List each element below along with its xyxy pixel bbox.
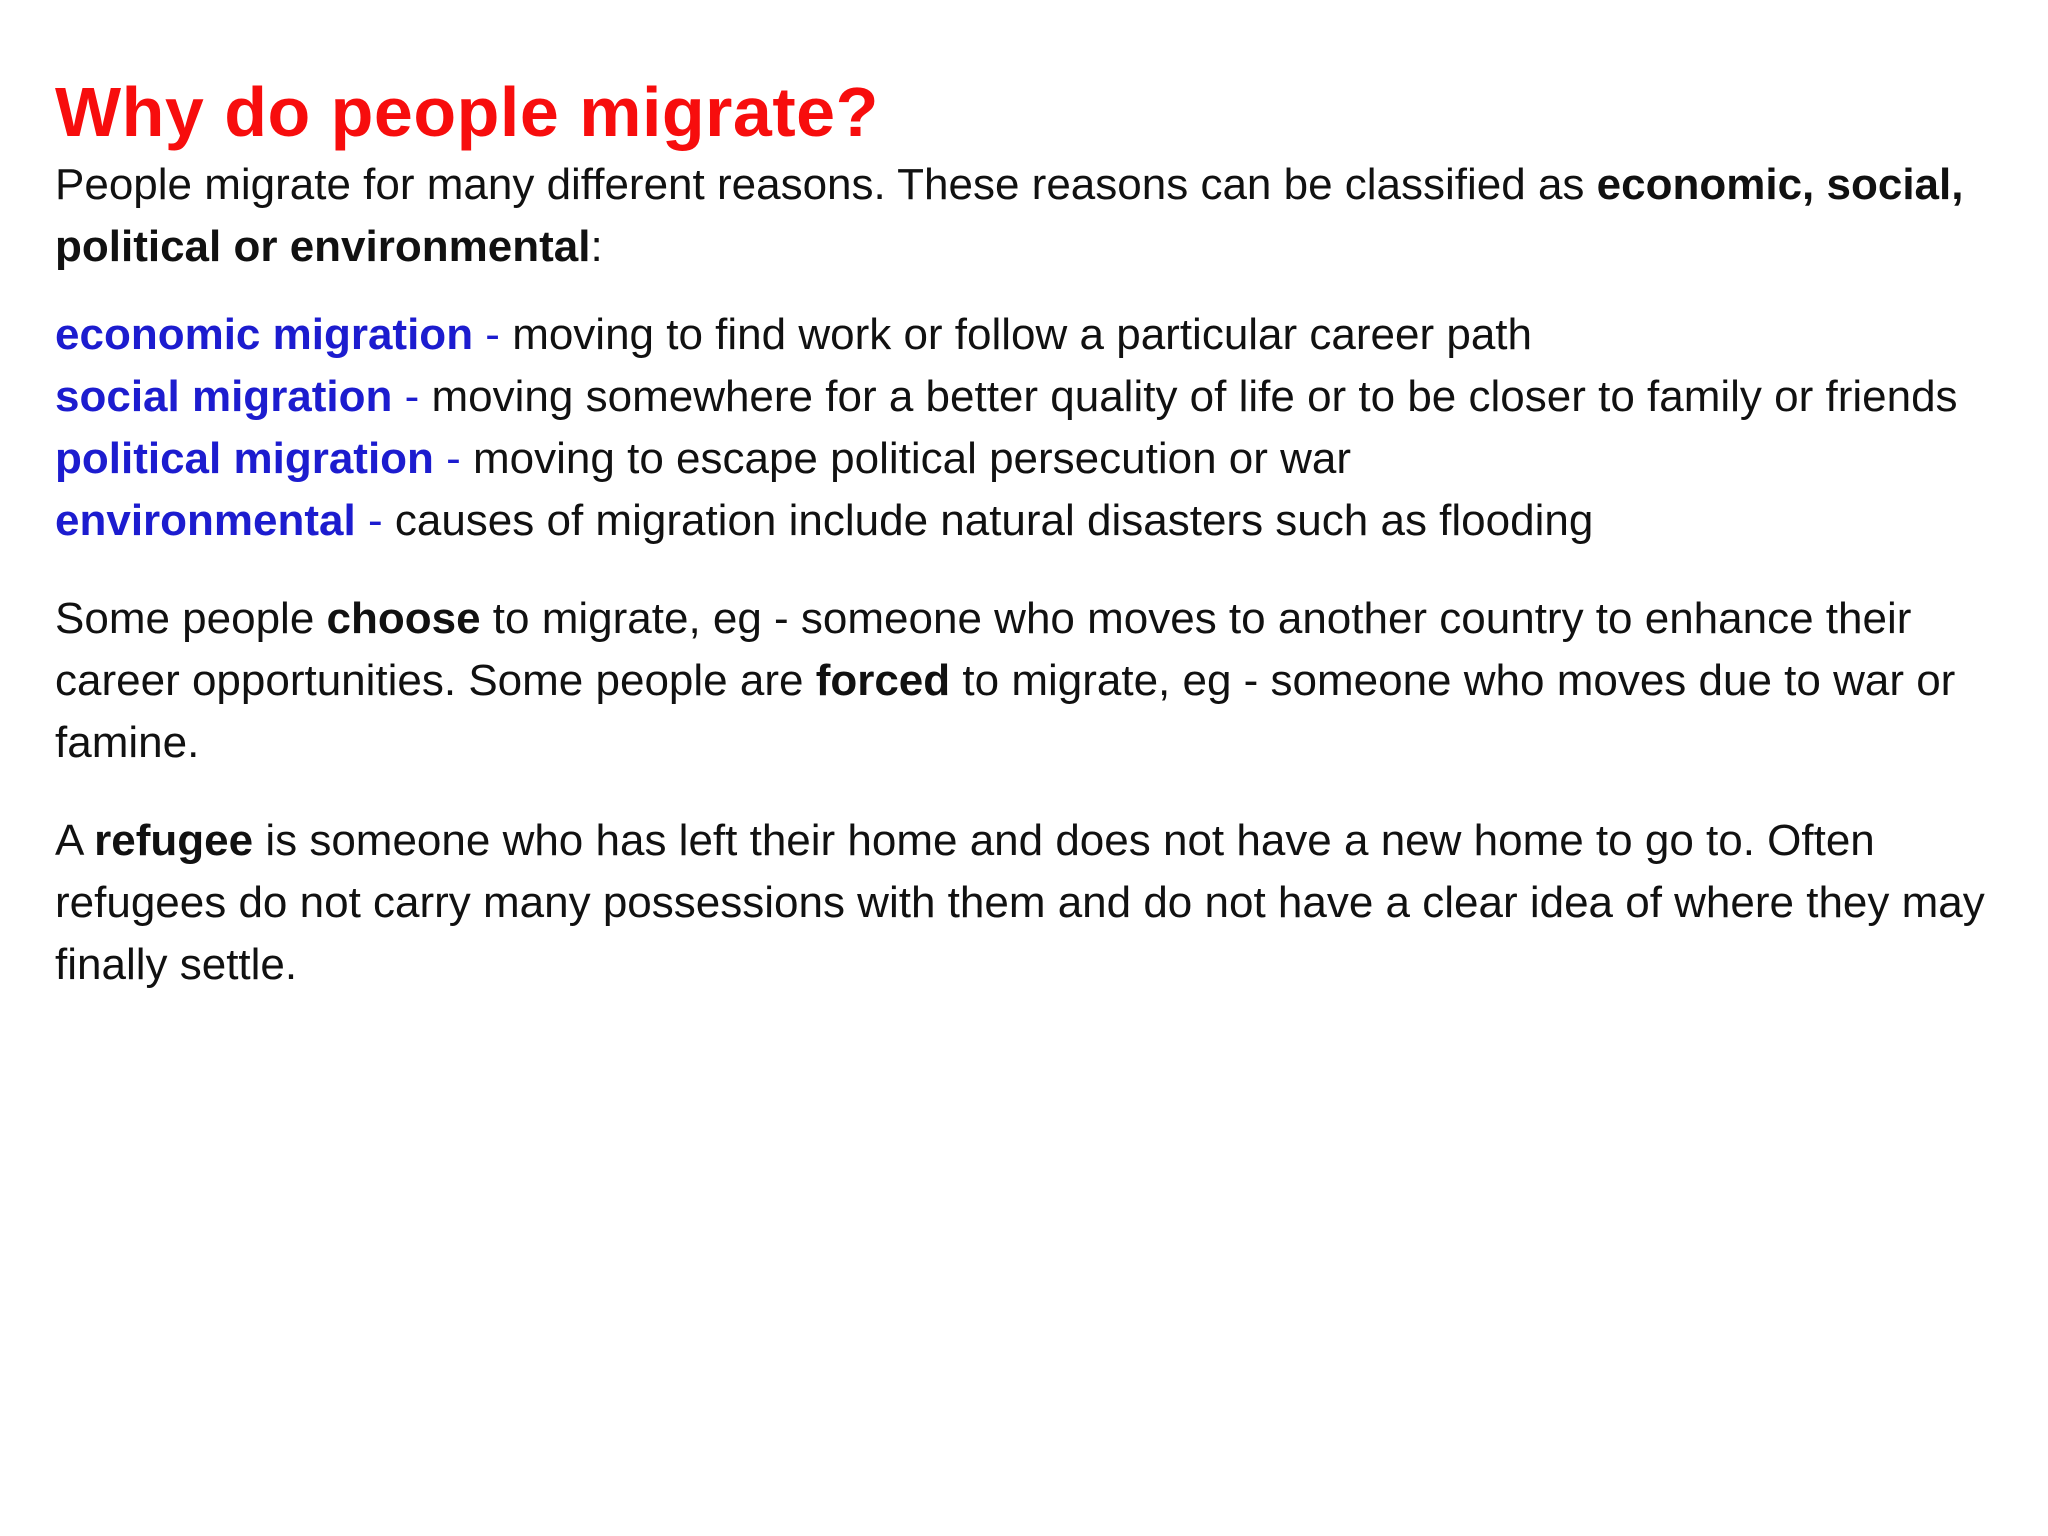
choice-text-1: Some people: [55, 594, 327, 643]
definition-social: [55, 366, 2015, 428]
choice-text-3: to migrate, eg - someone who moves due to war or famine.: [55, 656, 1956, 767]
intro-paragraph: [55, 154, 2015, 278]
definition-economic: [55, 304, 2015, 366]
definition-text: causes of migration include natural disasters such as flooding: [394, 496, 1594, 545]
forced-bold: forced: [815, 656, 951, 705]
definition-term: environmental: [55, 496, 356, 545]
refugee-text-2: is someone who has left their home and does not have a new home to go to. Often refugees do not carry many possessions with them and do not have a clear idea of where they may finally settle.: [55, 816, 1985, 989]
definition-term: political migration: [55, 434, 434, 483]
choice-paragraph: [55, 588, 2015, 774]
definition-term: social migration: [55, 372, 393, 421]
definition-dash: -: [355, 496, 395, 545]
definition-dash: -: [433, 434, 474, 483]
refugee-bold: refugee: [94, 816, 254, 865]
slide-content: [55, 70, 2015, 996]
definition-environmental: [55, 490, 2015, 552]
intro-classification-bold: economic, social, political or environmental: [55, 160, 1964, 271]
refugee-paragraph: [55, 810, 2015, 996]
definition-text: moving to find work or follow a particular career path: [512, 310, 1532, 359]
definition-text: moving to escape political persecution or war: [473, 434, 1352, 483]
intro-text-1: People migrate for many different reasons. These reasons can be classified as: [55, 160, 1597, 209]
choose-bold: choose: [326, 594, 481, 643]
definition-dash: -: [392, 372, 432, 421]
refugee-text-1: A: [55, 816, 95, 865]
choice-text-2: to migrate, eg - someone who moves to another country to enhance their career opportunities. Some people are: [55, 594, 1912, 705]
definition-dash: -: [473, 310, 513, 359]
definition-term: economic migration: [55, 310, 474, 359]
intro-text-2: :: [590, 222, 603, 271]
migration-definitions: [55, 304, 2015, 552]
slide-title: Why do people migrate?: [55, 73, 879, 151]
definition-text: moving somewhere for a better quality of life or to be closer to family or friends: [431, 372, 1958, 421]
definition-political: [55, 428, 2015, 490]
